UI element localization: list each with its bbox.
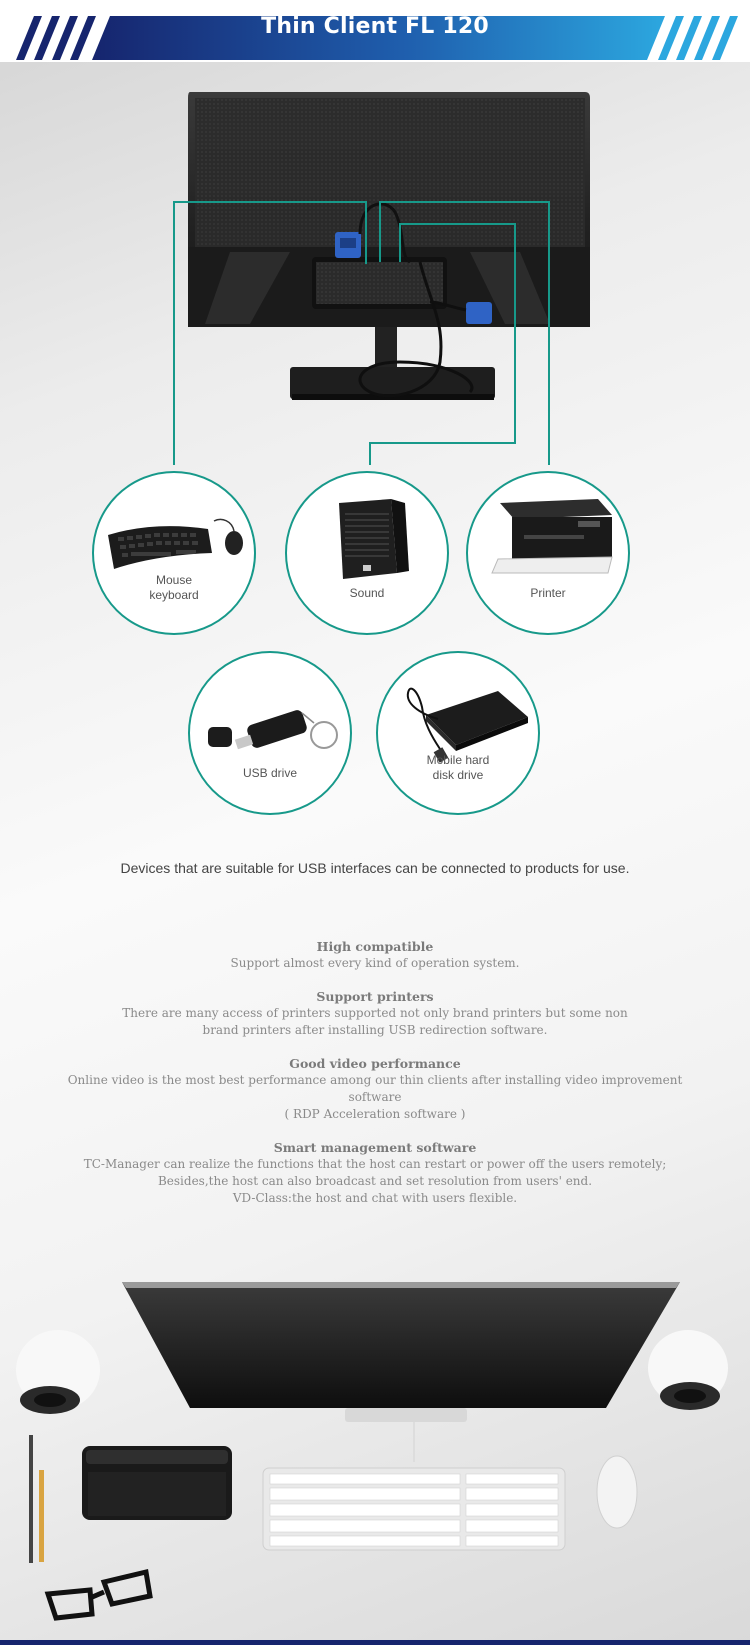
feature-text: brand printers after installing USB redirection software.	[202, 1023, 548, 1037]
device-circle-mobile-hard-disk	[376, 651, 540, 815]
feature-text: TC-Manager can realize the functions that the host can restart or power off the users remotely;	[83, 1157, 667, 1171]
device-label-usb-drive: USB drive	[242, 766, 298, 780]
device-circle-printer	[466, 471, 630, 635]
keyboard-mouse-icon	[94, 473, 258, 637]
footer-bar	[0, 1640, 750, 1645]
usb-compatibility-note: Devices that are suitable for USB interfaces can be connected to products for use.	[120, 860, 630, 876]
device-circle-usb-drive	[188, 651, 352, 815]
feature-text: Besides,the host can also broadcast and set resolution from users' end.	[157, 1174, 593, 1188]
feature-text: VD-Class:the host and chat with users flexible.	[232, 1191, 518, 1205]
feature-item-management	[40, 1139, 710, 1207]
device-label-mouse-keyboard: Mouse keyboard	[149, 573, 199, 602]
feature-text: Support almost every kind of operation system.	[230, 956, 520, 970]
left-speaker	[16, 1330, 100, 1414]
device-circle-mouse-keyboard	[92, 471, 256, 635]
feature-item-video	[40, 1055, 710, 1123]
feature-title: Support printers	[316, 989, 434, 1004]
feature-title: Smart management software	[273, 1140, 477, 1155]
feature-list	[40, 938, 710, 1223]
feature-text: ( RDP Acceleration software )	[284, 1107, 466, 1121]
feature-title: Good video performance	[289, 1056, 461, 1071]
device-circle-sound	[285, 471, 449, 635]
device-label-sound: Sound	[349, 586, 385, 600]
feature-title: High compatible	[316, 939, 434, 954]
device-label-mobile-hard-disk: Mobile hard disk drive	[426, 753, 490, 782]
printer-icon	[468, 473, 632, 637]
monitor-rear-illustration	[0, 62, 750, 482]
page-title: Thin Client FL 120	[261, 14, 489, 39]
hard-disk-drive-icon	[378, 653, 542, 817]
usb-drive-icon	[190, 653, 354, 817]
feature-item-compatible	[40, 938, 710, 972]
feature-item-printers	[40, 988, 710, 1039]
feature-text: Online video is the most best performance among our thin clients after installing video improvement software	[67, 1073, 683, 1104]
right-speaker	[648, 1330, 728, 1410]
device-label-printer: Printer	[530, 586, 566, 600]
feature-text: There are many access of printers supported not only brand printers but some non	[122, 1006, 628, 1020]
speaker-icon	[287, 473, 451, 637]
desk-setup-illustration	[0, 1260, 750, 1640]
title-banner	[0, 0, 750, 62]
